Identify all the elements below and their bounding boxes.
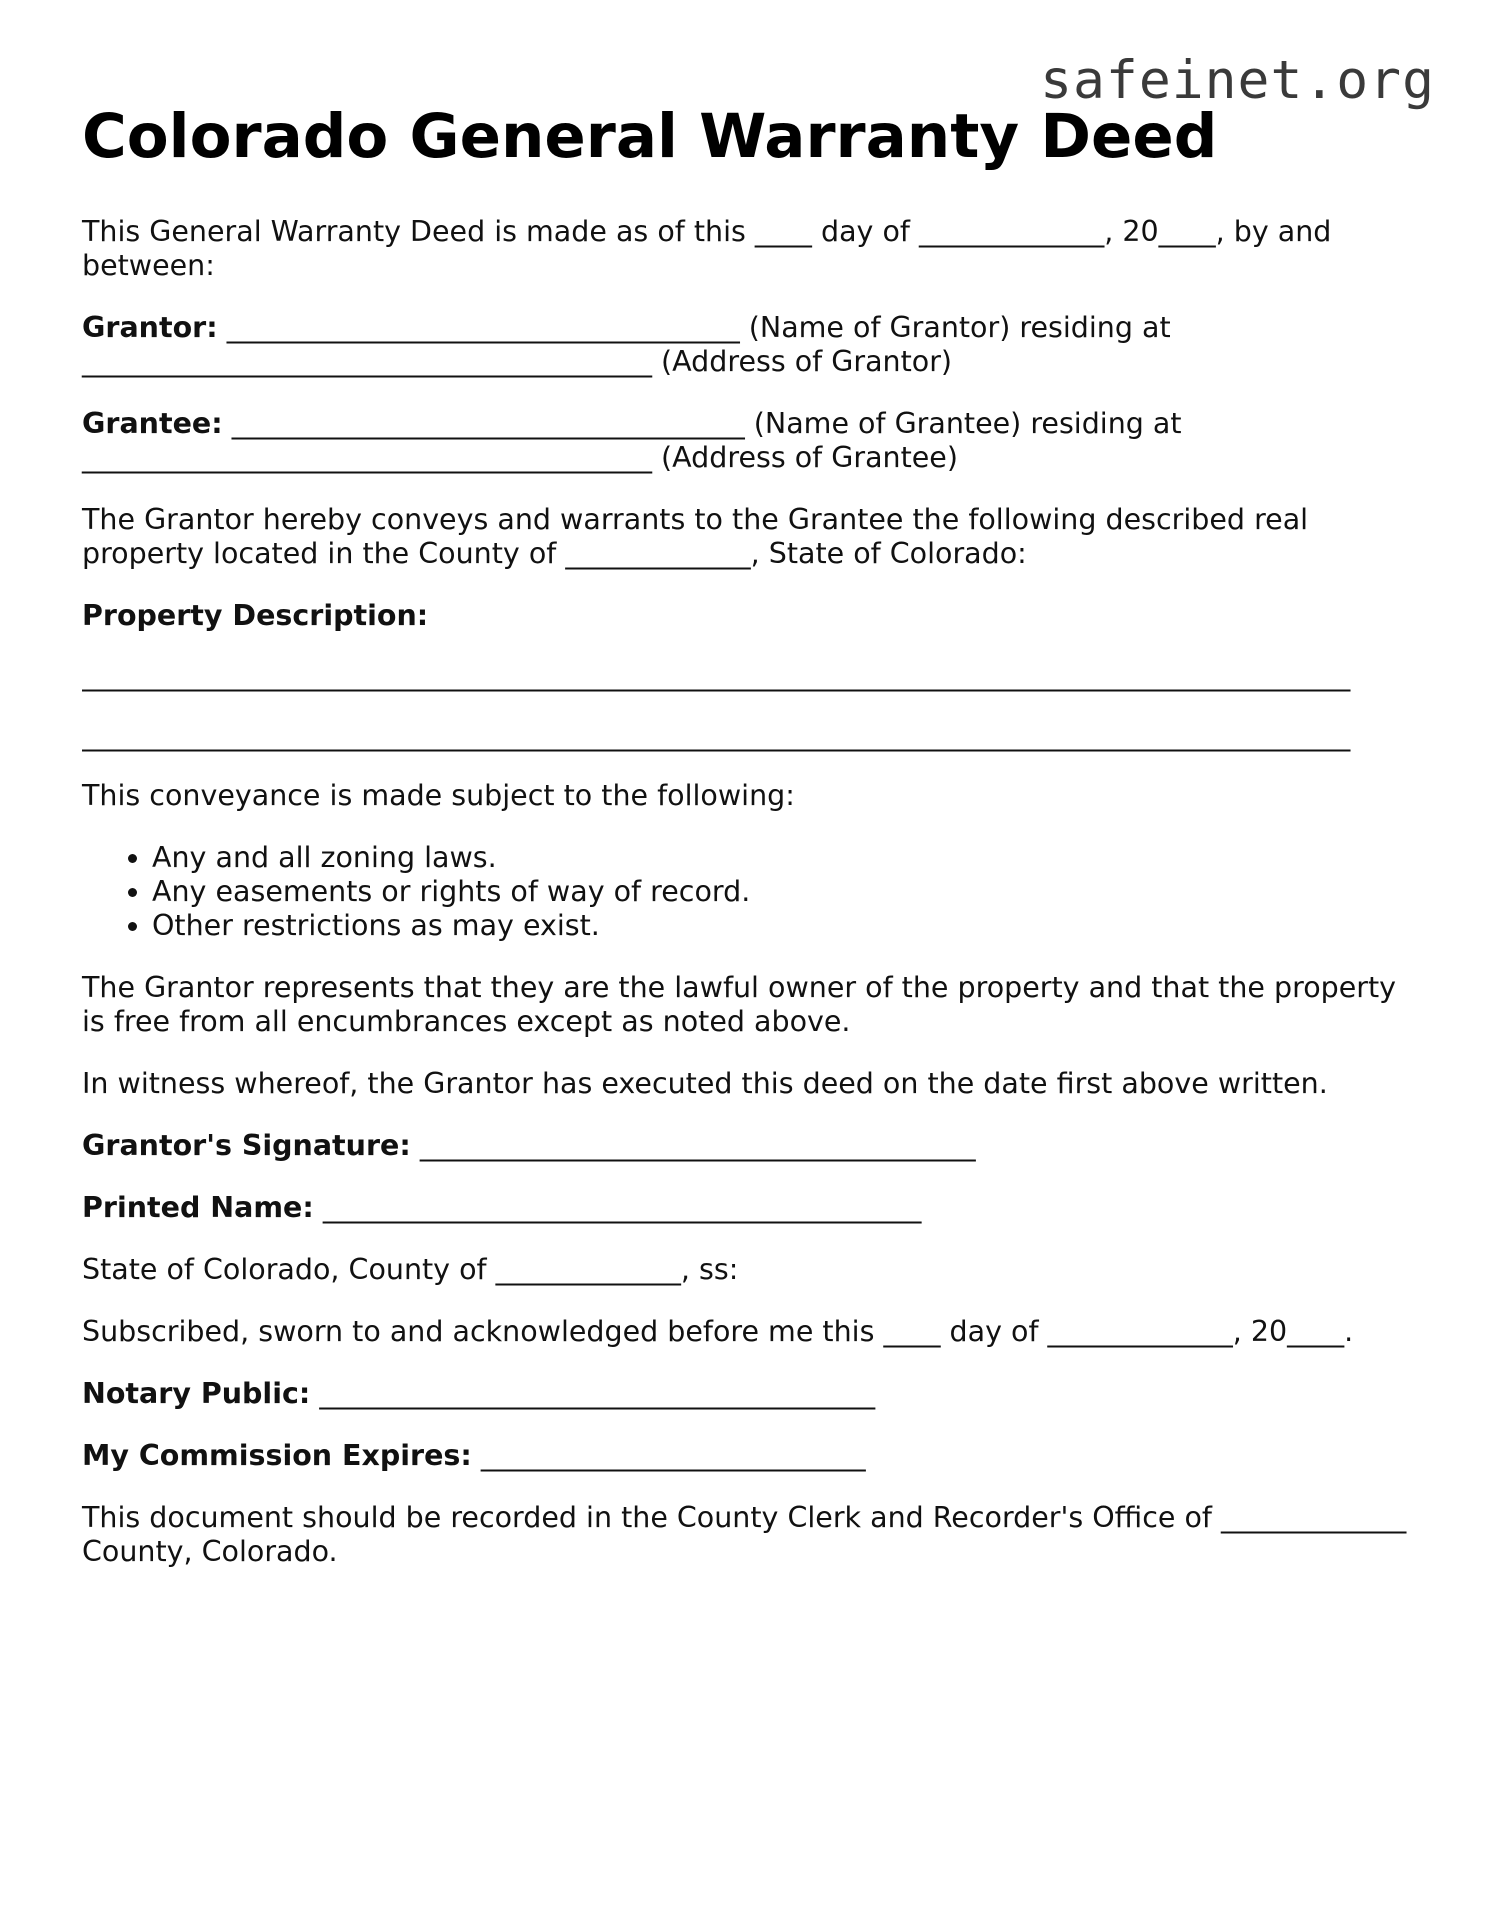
printed-name-blank: __________________________________________ <box>313 1191 922 1225</box>
printed-name-label: Printed Name: <box>82 1191 314 1225</box>
document-title: Colorado General Warranty Deed <box>82 101 1218 172</box>
subject-list <box>82 841 1422 943</box>
deed-document <box>82 100 1422 1597</box>
grantor-text: ____________________________________ (Name of Grantor) residing at ________________________________________ (Address of Grantor) <box>82 311 1171 379</box>
notary-public-line <box>82 1377 1422 1411</box>
subject-intro: This conveyance is made subject to the following: <box>82 779 795 813</box>
witness-paragraph: In witness whereof, the Grantor has executed this deed on the date first above written. <box>82 1067 1328 1101</box>
grantor-signature-label: Grantor's Signature: <box>82 1129 411 1163</box>
grantor-paragraph <box>82 311 1422 379</box>
grantee-label: Grantee: <box>82 407 223 441</box>
property-description-line: _________________________________________________________________________________________ <box>82 659 1351 693</box>
watermark: safeinet.org <box>1040 50 1435 111</box>
property-description-label: Property Description: <box>82 599 429 633</box>
grantor-signature-line <box>82 1129 1422 1163</box>
grantor-signature-blank: _______________________________________ <box>410 1129 976 1163</box>
grantee-text: ____________________________________ (Name of Grantee) residing at ________________________________________ (Address of Grantee) <box>82 407 1182 475</box>
notary-public-label: Notary Public: <box>82 1377 311 1411</box>
state-county-line: State of Colorado, County of _____________, ss: <box>82 1253 739 1287</box>
notary-public-blank: _______________________________________ <box>310 1377 876 1411</box>
subscribed-line: Subscribed, sworn to and acknowledged before me this ____ day of _____________, 20____. <box>82 1315 1354 1349</box>
grantor-label: Grantor: <box>82 311 218 345</box>
property-description-line: _________________________________________________________________________________________ <box>82 719 1351 753</box>
commission-expires-label: My Commission Expires: <box>82 1439 472 1473</box>
intro-paragraph: This General Warranty Deed is made as of this ____ day of _____________, 20____, by and between: <box>82 215 1332 283</box>
printed-name-line <box>82 1191 1422 1225</box>
property-description-lines <box>82 659 1422 753</box>
commission-expires-line <box>82 1439 1422 1473</box>
recorded-paragraph: This document should be recorded in the County Clerk and Recorder's Office of _____________ County, Colorado. <box>82 1501 1407 1569</box>
commission-expires-blank: ___________________________ <box>471 1439 866 1473</box>
list-item: • Any easements or rights of way of record. <box>152 875 1422 909</box>
represents-paragraph: The Grantor represents that they are the lawful owner of the property and that the property is free from all encumbrances except as noted above. <box>82 971 1397 1039</box>
conveys-paragraph: The Grantor hereby conveys and warrants to the Grantee the following described real property located in the County of _____________, State of Colorado: <box>82 503 1309 571</box>
list-item: • Any and all zoning laws. <box>152 841 1422 875</box>
list-item: • Other restrictions as may exist. <box>152 909 1422 943</box>
grantee-paragraph <box>82 407 1422 475</box>
